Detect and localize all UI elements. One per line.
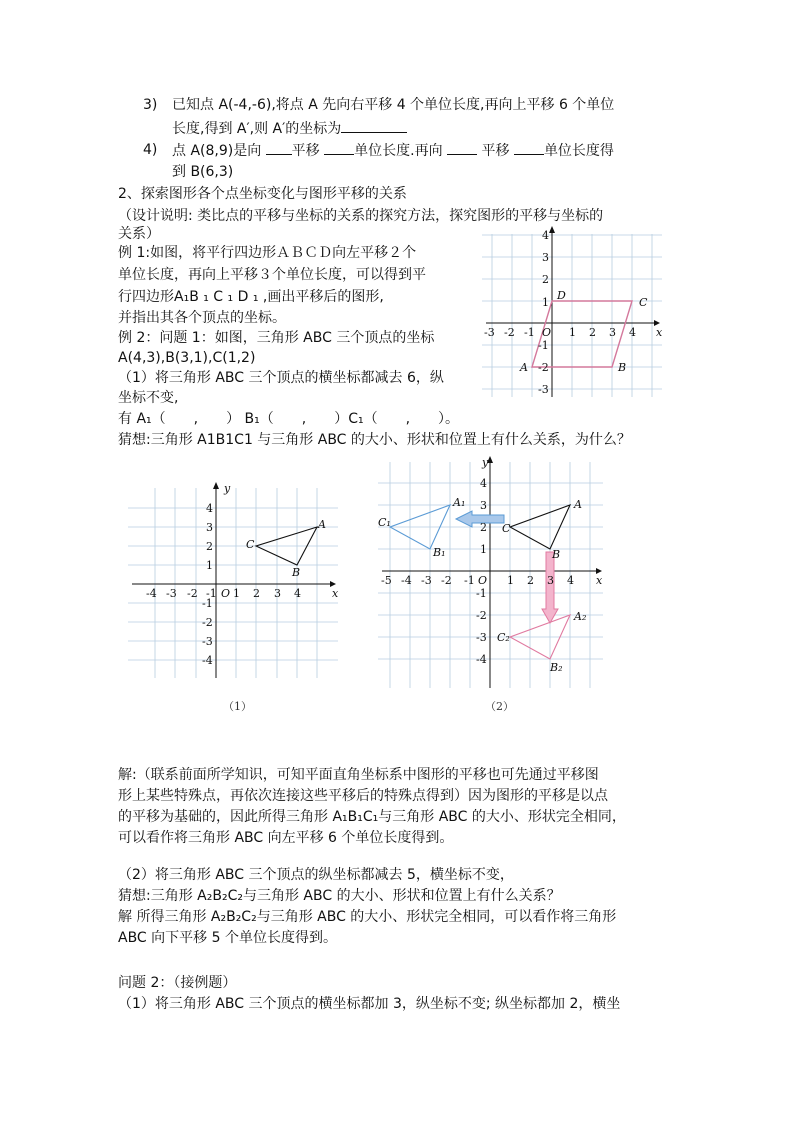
point-c-label: C [246, 538, 255, 551]
y-tick: -3 [538, 383, 549, 396]
origin-label: O [221, 587, 231, 600]
exercise-4-line2: 到 B(6,3) [172, 164, 234, 180]
y-tick: 3 [480, 499, 487, 512]
origin-label: O [478, 574, 488, 587]
exercise-3-line1: 已知点 A(-4,-6),将点 A 先向右平移 4 个单位长度,再向上平移 6 个单位 [172, 97, 615, 113]
example1-line1: 例 1:如图，将平行四边形ＡＢＣＤ向左平移２个 [118, 245, 417, 261]
section-heading: 2、探索图形各个点坐标变化与图形平移的关系 [118, 186, 407, 202]
point-b-label: B [292, 566, 301, 579]
y-tick: -2 [538, 361, 549, 374]
direction-blank-2[interactable] [447, 140, 477, 155]
x-tick: -4 [401, 574, 412, 587]
x-tick: -4 [146, 587, 157, 600]
example2-coords: A(4,3),B(3,1),C(1,2) [118, 350, 256, 366]
exercise-4-line1 [172, 140, 614, 161]
point-c1-label: C₁ [378, 516, 391, 529]
exercise-4-part3: 单位长度.再向 [354, 143, 443, 159]
exercise-3-text: 长度,得到 A′,则 A′的坐标为 [172, 121, 342, 137]
y-tick: -3 [202, 635, 213, 648]
units-blank-1[interactable] [324, 140, 354, 155]
x-tick: -1 [464, 574, 475, 587]
part2-solution-line2: ABC 向下平移 5 个单位长度得到。 [118, 930, 337, 946]
x-tick: 3 [609, 326, 616, 339]
y-tick: -1 [202, 597, 213, 610]
exercise-4-part5: 单位长度得 [543, 143, 614, 159]
design-note-line2: 关系） [118, 226, 160, 242]
point-b-label: B [618, 361, 627, 374]
x-tick: 1 [233, 587, 240, 600]
question2-line1: （1）将三角形 ABC 三个顶点的横坐标都加 3，纵坐标不变; 纵坐标都加 2，横坐 [118, 996, 621, 1012]
x-tick: 2 [253, 587, 260, 600]
y-axis-label: y [482, 456, 489, 469]
y-tick: 1 [206, 559, 213, 572]
y-tick: 1 [542, 296, 549, 309]
y-axis-arrow-icon [549, 226, 555, 233]
y-tick: 4 [480, 477, 487, 490]
origin-label: O [542, 326, 552, 339]
example2-part1-line2: 坐标不变, [118, 390, 179, 406]
x-tick: -3 [484, 326, 495, 339]
y-tick: 4 [206, 502, 213, 515]
x-tick: 4 [629, 326, 636, 339]
parallelogram-graph [482, 222, 664, 398]
example2-part1-line1: （1）将三角形 ABC 三个顶点的横坐标都减去 6，纵 [118, 370, 444, 386]
x-tick: 3 [547, 574, 554, 587]
x-axis-label: x [596, 574, 603, 587]
solution1-line1: 解:（联系前面所学知识，可知平面直角坐标系中图形的平移也可先通过平移图 [118, 767, 599, 783]
point-b2-label: B₂ [550, 661, 563, 674]
units-blank-2[interactable] [514, 140, 544, 155]
x-tick: -1 [206, 587, 217, 600]
part2-solution-line1: 解 所得三角形 A₂B₂C₂与三角形 ABC 的大小、形状完全相同，可以看作将三角形 [118, 909, 617, 925]
y-axis-label: y [224, 482, 231, 495]
point-b1-label: B₁ [433, 546, 446, 559]
x-tick: -3 [421, 574, 432, 587]
part2-guess: 猜想:三角形 A₂B₂C₂与三角形 ABC 的大小、形状和位置上有什么关系？ [118, 888, 561, 904]
guess-question-1: 猜想:三角形 A1B1C1 与三角形 ABC 的大小、形状和位置上有什么关系，为什么？ [118, 432, 631, 448]
y-tick: 1 [480, 543, 487, 556]
y-tick: 2 [480, 521, 487, 534]
y-axis-arrow-icon [213, 482, 219, 489]
x-tick: 1 [507, 574, 514, 587]
y-tick: 2 [542, 273, 549, 286]
part2-line1: （2）将三角形 ABC 三个顶点的纵坐标都减去 5，横坐标不变， [118, 867, 514, 883]
point-a2-label: A₂ [574, 610, 587, 623]
design-note-line1: （设计说明: 类比点的平移与坐标的关系的探究方法，探究图形的平移与坐标的 [118, 208, 604, 224]
figure-2-graph [378, 452, 608, 690]
y-tick: -3 [476, 631, 487, 644]
point-d-label: D [557, 289, 566, 302]
point-c-label: C [639, 296, 648, 309]
y-tick: 3 [542, 251, 549, 264]
point-a-label: A [318, 518, 326, 531]
y-tick: 3 [206, 521, 213, 534]
y-tick: -4 [476, 653, 487, 666]
point-a1-label: A₁ [453, 496, 466, 509]
down-arrow-icon [542, 552, 558, 623]
x-tick: -3 [166, 587, 177, 600]
solution1-line2: 形上某些特殊点，再依次连接这些平移后的特殊点得到）因为图形的平移是以点 [118, 788, 608, 804]
figure-1-graph [128, 478, 348, 682]
example2-intro: 例 2：问题 1：如图，三角形 ABC 三个顶点的坐标 [118, 330, 435, 346]
x-tick: -1 [524, 326, 535, 339]
x-tick: -2 [504, 326, 515, 339]
point-a-label: A [520, 361, 528, 374]
direction-blank-1[interactable] [266, 140, 292, 155]
y-tick: 4 [542, 229, 549, 242]
exercise-3-line2 [172, 118, 407, 139]
example1-line2: 单位长度，再向上平移３个单位长度，可以得到平 [118, 267, 426, 283]
y-tick: -2 [476, 609, 487, 622]
x-tick: 4 [294, 587, 301, 600]
point-c-label: C [502, 522, 511, 535]
x-tick: 2 [589, 326, 596, 339]
figure-1-caption: （1） [223, 700, 252, 713]
point-b-label: B [552, 548, 561, 561]
x-tick: 2 [527, 574, 534, 587]
x-tick: 4 [567, 574, 574, 587]
figure-2-caption: （2） [485, 700, 514, 713]
x-tick: -2 [187, 587, 198, 600]
x-tick: -5 [381, 574, 392, 587]
x-axis-label: x [332, 587, 339, 600]
answer-blank[interactable] [341, 118, 407, 133]
example1-line3: 行四边形A₁B ₁ C ₁ D ₁ ,画出平移后的图形, [118, 289, 384, 305]
y-tick: -4 [202, 654, 213, 667]
point-c2-label: C₂ [497, 631, 510, 644]
x-tick: 1 [569, 326, 576, 339]
example2-answer-line: 有 A₁（ , ） B₁（ , ）C₁（ , ）。 [118, 411, 460, 427]
exercise-4-part4: 平移 [481, 143, 510, 159]
solution1-line3: 的平移为基础的，因此所得三角形 A₁B₁C₁与三角形 ABC 的大小、形状完全相同， [118, 809, 626, 825]
point-a-label: A [574, 498, 582, 511]
exercise-4-part2: 平移 [291, 143, 320, 159]
exercise-4-number: 4) [143, 142, 158, 158]
x-tick: 3 [274, 587, 281, 600]
grid [128, 488, 338, 678]
solution1-line4: 可以看作将三角形 ABC 向左平移 6 个单位长度得到。 [118, 830, 454, 846]
exercise-3-number: 3) [143, 97, 158, 113]
x-axis-label: x [656, 326, 663, 339]
exercise-4-part1: 点 A(8,9)是向 [172, 143, 262, 159]
y-tick: -2 [202, 616, 213, 629]
example1-line4: 并指出其各个顶点的坐标。 [118, 310, 286, 326]
question2-title: 问题 2：（接例题） [118, 975, 237, 991]
y-tick: -1 [538, 339, 549, 352]
grid [482, 234, 662, 397]
y-tick: 2 [206, 540, 213, 553]
y-tick: -1 [476, 587, 487, 600]
x-tick: -2 [441, 574, 452, 587]
